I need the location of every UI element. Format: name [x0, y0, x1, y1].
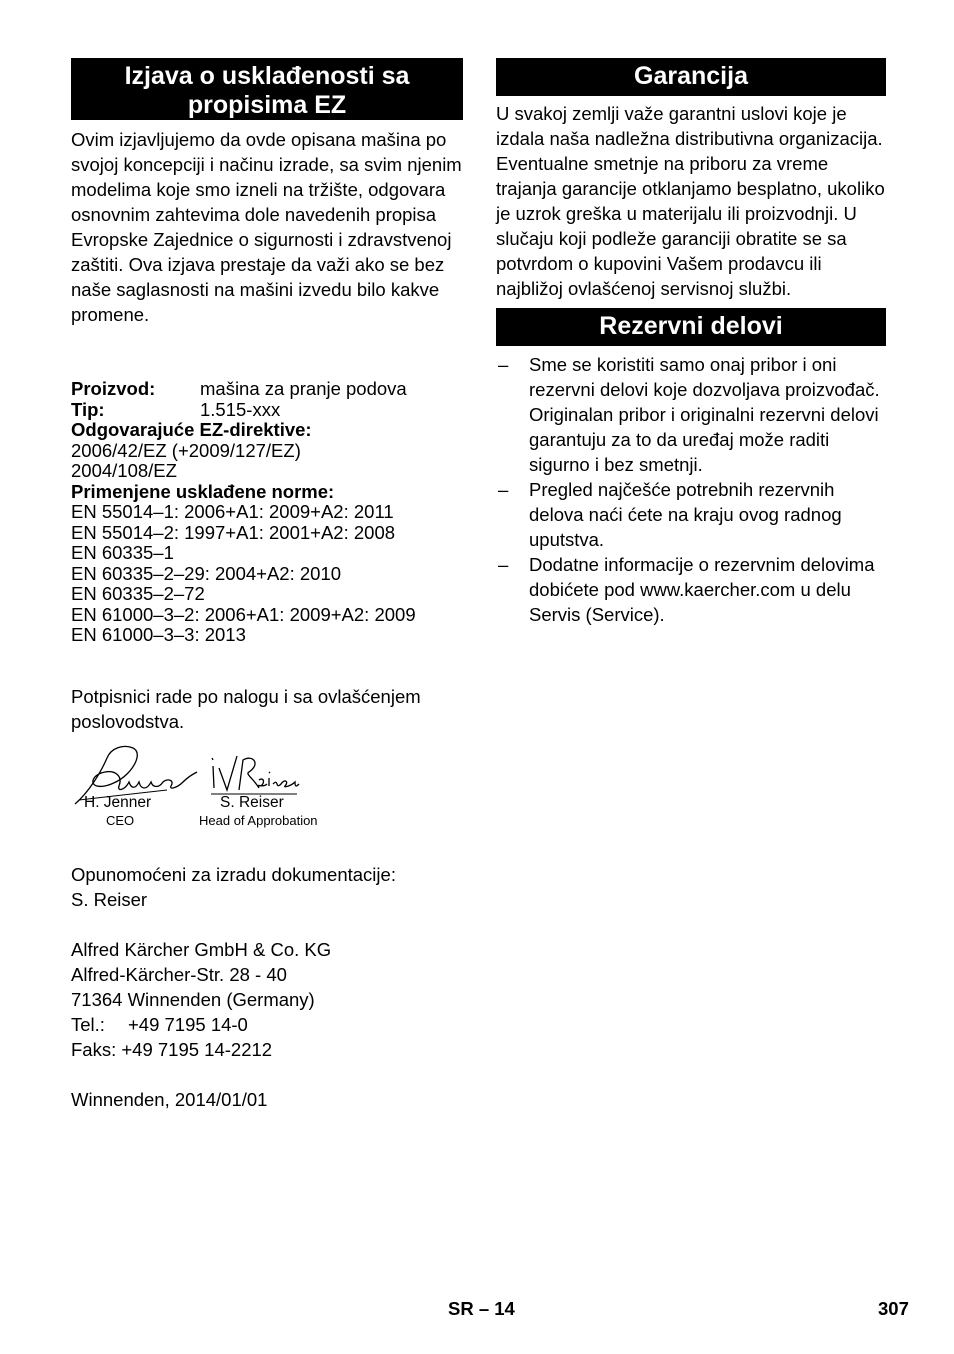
product-specs — [71, 379, 463, 646]
directive-item: 2004/108/EZ — [71, 460, 177, 481]
signatory-role: CEO — [106, 812, 135, 828]
norm-item: EN 55014–1: 2006+A1: 2009+A2: 2011 — [71, 501, 394, 522]
tel-value: +49 7195 14-0 — [128, 1013, 248, 1035]
address-line: 71364 Winnenden (Germany) — [71, 988, 315, 1010]
tel-line — [71, 1012, 463, 1037]
documentation-label: Opunomoćeni za izradu dokumentacije: — [71, 863, 396, 885]
page-number: 307 — [878, 1298, 909, 1319]
directive-item: 2006/42/EZ (+2009/127/EZ) — [71, 439, 301, 461]
product-label: Proizvod: — [71, 378, 156, 399]
tel-label: Tel.: — [71, 1013, 105, 1035]
dash-bullet: – — [498, 479, 509, 500]
norm-item: EN 61000–3–3: 2013 — [71, 624, 246, 645]
norm-item: EN 55014–2: 1997+A1: 2001+A2: 2008 — [71, 521, 396, 543]
right-column — [496, 58, 886, 627]
type-row — [71, 400, 463, 421]
list-item — [496, 552, 886, 627]
place-date: Winnenden, 2014/01/01 — [71, 1088, 268, 1110]
footer-section-label: SR – 14 — [448, 1298, 515, 1319]
directives-label: Odgovarajuće EZ-direktive: — [71, 419, 312, 440]
dash-bullet: – — [498, 554, 509, 575]
address-line: Alfred-Kärcher-Str. 28 - 40 — [71, 963, 287, 985]
documentation-person: S. Reiser — [71, 888, 148, 910]
spare-parts-title: Rezervni delovi — [496, 308, 886, 346]
norm-item: EN 60335–1 — [71, 542, 174, 563]
list-item-text: Dodatne informacije o rezervnim delovima dobićete pod www.kaercher.com u delu Servis (Service). — [529, 554, 875, 625]
signatory-name: H. Jenner — [84, 793, 152, 811]
norm-item: EN 60335–2–29: 2004+A2: 2010 — [71, 562, 342, 584]
warranty-text: U svakoj zemlji važe garantni uslovi koje je izdala naša nadležna distributivna organizacija. Eventualne smetnje na priboru za vreme trajanja garancije otklanjamo besplatno, ukoliko je uzrok greška u materijalu ili proizvodnji. U slučaju koji podleže garanciji obratite se sa potvrdom o kupovini Vašem prodavcu ili najbližoj ovlašćenoj servisnoj službi. — [496, 103, 885, 299]
signatories-text: Potpisnici rade po nalogu i sa ovlašćenjem poslovodstva. — [71, 685, 421, 732]
list-item — [496, 477, 886, 552]
norms-label: Primenjene usklađene norme: — [71, 480, 335, 502]
product-value: mašina za pranje podova — [200, 378, 407, 399]
list-item-text: Sme se koristiti samo onaj pribor i oni rezervni delovi koje dozvoljava proizvođač. Originalan pribor i originalni rezervni delovi garantuju za to da uređaj može raditi sigurno i bez smetnji. — [529, 354, 880, 475]
fax-line: Faks: +49 7195 14-2212 — [71, 1038, 273, 1060]
signatures-block — [71, 742, 463, 852]
norm-item: EN 61000–3–2: 2006+A1: 2009+A2: 2009 — [71, 603, 416, 625]
product-row — [71, 379, 463, 400]
warranty-title: Garancija — [496, 58, 886, 96]
signatory-role: Head of Approbation — [199, 812, 318, 828]
list-item-text: Pregled najčešće potrebnih rezervnih delova naći ćete na kraju ovog radnog uputstva. — [529, 479, 842, 550]
type-value: 1.515-xxx — [200, 398, 281, 420]
type-label: Tip: — [71, 398, 105, 420]
dash-bullet: – — [498, 354, 509, 375]
spare-parts-list — [496, 352, 886, 627]
left-column — [71, 58, 463, 1112]
declaration-title: Izjava o usklađenosti sa propisima EZ — [71, 58, 463, 120]
norm-item: EN 60335–2–72 — [71, 583, 205, 604]
list-item — [496, 352, 886, 477]
declaration-text: Ovim izjavljujemo da ovde opisana mašina po svojoj koncepciji i načinu izrade, sa svim njenim modelima koje smo izneli na tržište, odgovara osnovnim zahtevima dole navedenih propisa Evropske Zajednice o sigurnosti i zdravstvenoj zaštiti. Ova izjava prestaje da važi ako se bez naše saglasnosti na mašini izvedu bilo kakve promene. — [71, 129, 462, 325]
documentation-block — [71, 862, 463, 912]
signatory-name: S. Reiser — [220, 793, 284, 811]
address-block — [71, 937, 463, 1062]
address-line: Alfred Kärcher GmbH & Co. KG — [71, 938, 332, 960]
